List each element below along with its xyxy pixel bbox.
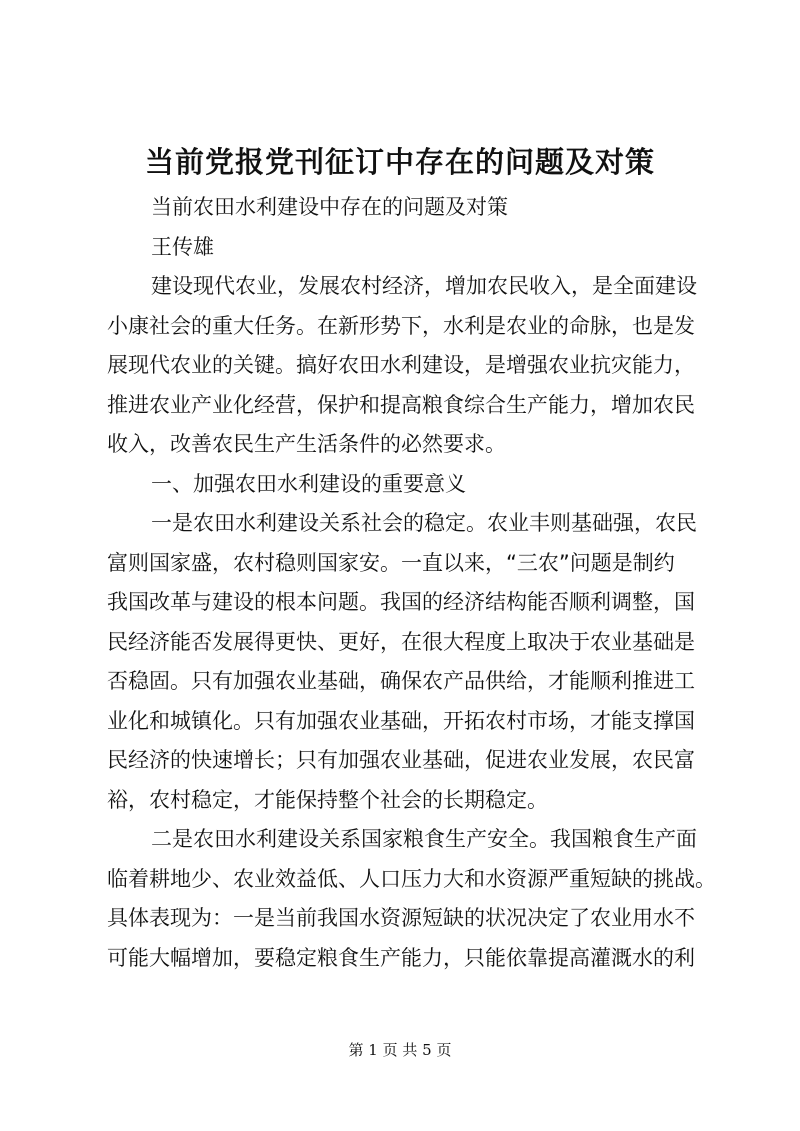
body-line: 收入，改善农民生产生活条件的必然要求。 <box>107 432 506 456</box>
body-line: 业化和城镇化。只有加强农业基础，开拓农村市场，才能支撑国 <box>107 708 695 733</box>
body-line: 具体表现为：一是当前我国水资源短缺的状况决定了农业用水不 <box>107 906 695 930</box>
body-line: 民经济能否发展得更快、更好，在很大程度上取决于农业基础是 <box>107 629 695 654</box>
body-line: 裕，农村稳定，才能保持整个社会的长期稳定。 <box>107 787 548 812</box>
body-line: 富则国家盛，农村稳则国家安。一直以来，“三农”问题是制约 <box>107 550 675 575</box>
body-line: 小康社会的重大任务。在新形势下，水利是农业的命脉，也是发 <box>107 313 695 338</box>
body-line: 民经济的快速增长；只有加强农业基础，促进农业发展，农民富 <box>107 748 695 772</box>
body-line: 展现代农业的关键。搞好农田水利建设，是增强农业抗灾能力， <box>107 353 695 377</box>
body-line: 我国改革与建设的根本问题。我国的经济结构能否顺利调整，国 <box>107 590 695 614</box>
body-line: 可能大幅增加，要稳定粮食生产能力，只能依靠提高灌溉水的利 <box>107 945 695 970</box>
body-line: 二是农田水利建设关系国家粮食生产安全。我国粮食生产面 <box>151 827 697 851</box>
body-line: 否稳固。只有加强农业基础，确保农产品供给，才能顺利推进工 <box>107 669 695 693</box>
body-line: 当前农田水利建设中存在的问题及对策 <box>151 195 508 219</box>
body-line: 临着耕地少、农业效益低、人口压力大和水资源严重短缺的挑战。 <box>107 866 716 891</box>
document-body <box>107 188 716 978</box>
document-title: 当前党报党刊征订中存在的问题及对策 <box>144 145 655 179</box>
page-footer: 第 1 页 共 5 页 <box>348 1041 452 1059</box>
body-line: 一是农田水利建设关系社会的稳定。农业丰则基础强，农民 <box>151 511 697 535</box>
body-line: 推进农业产业化经营，保护和提高粮食综合生产能力，增加农民 <box>107 392 695 417</box>
body-line: 王传雄 <box>151 234 214 259</box>
body-line: 一、加强农田水利建设的重要意义 <box>151 471 466 496</box>
body-line: 建设现代农业，发展农村经济，增加农民收入，是全面建设 <box>151 274 697 298</box>
